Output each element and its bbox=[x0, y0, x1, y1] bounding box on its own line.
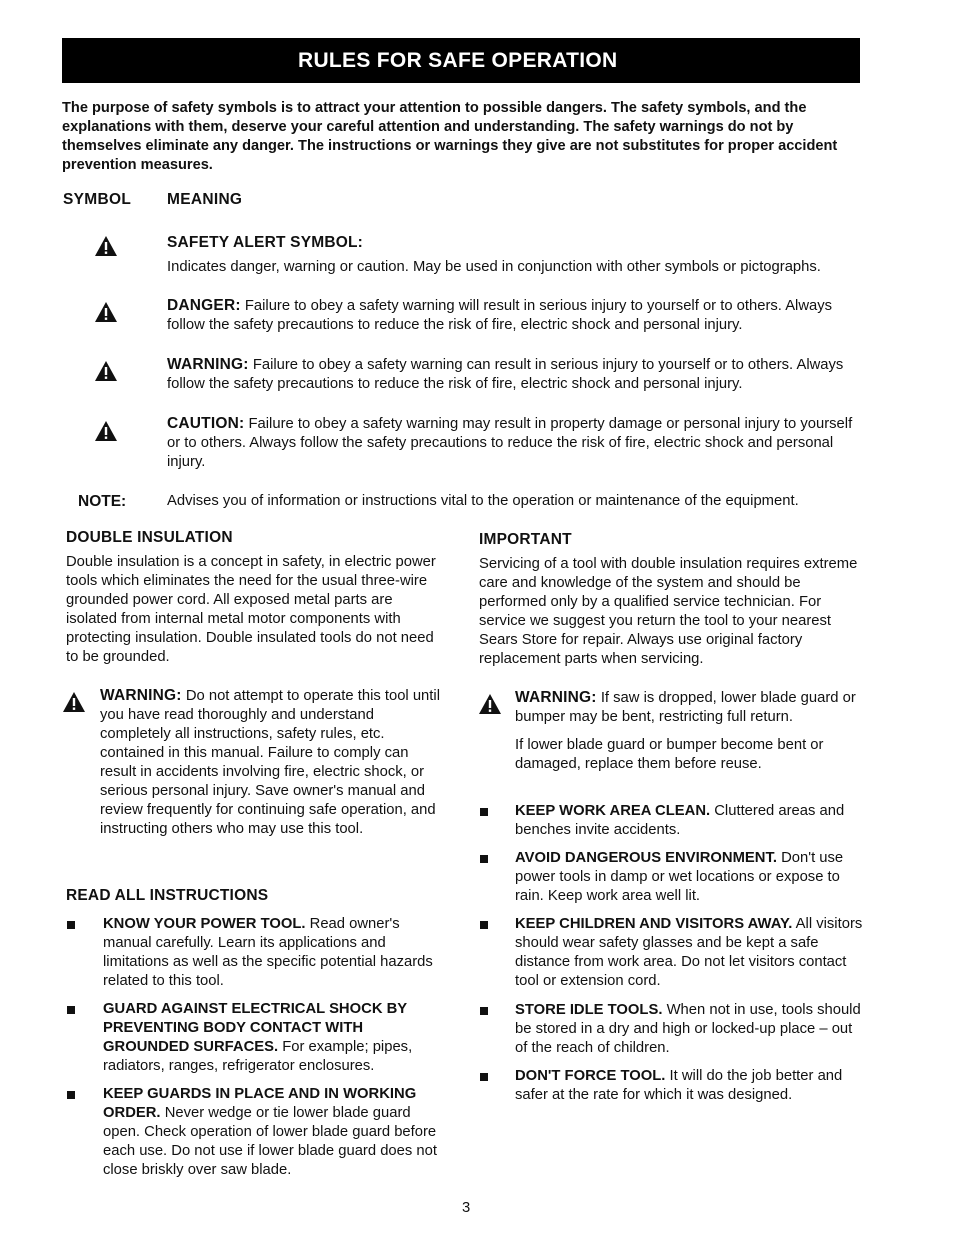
left-warning-block bbox=[63, 686, 448, 839]
bullet-square-icon bbox=[480, 1007, 488, 1015]
warning-text-2: If lower blade guard or bumper become bent or damaged, replace them before reuse. bbox=[515, 737, 824, 772]
symbol-text: Failure to obey a safety warning can result in serious injury to yourself or to others. Always follow the safety precautions to reduce the risk of fire, electric shock and personal injury. bbox=[167, 357, 844, 392]
double-insulation-section bbox=[66, 528, 446, 667]
bullet-bold: KEEP WORK AREA CLEAN. bbox=[515, 803, 711, 819]
bullet-text: Never wedge or tie lower blade guard open. Check operation of lower blade guard before each use. Do not use if lower blade guard does not close briskly over saw blade. bbox=[103, 1105, 437, 1178]
bullet-text: Cluttered areas and benches invite accidents. bbox=[515, 803, 845, 838]
warning-triangle-icon bbox=[63, 692, 85, 712]
page-number: 3 bbox=[462, 1200, 471, 1216]
warning-triangle-icon bbox=[95, 236, 117, 256]
symbol-title: CAUTION: bbox=[167, 415, 245, 432]
section-banner bbox=[62, 38, 860, 83]
intro-paragraph: The purpose of safety symbols is to attract your attention to possible dangers. The safety symbols, and the explanations with them, deserve your careful attention and understanding. The safety warnings do not by themselves eliminate any danger. The instructions or warnings they give are not substitutes for proper accident prevention measures. bbox=[62, 100, 838, 173]
important-section bbox=[479, 530, 864, 669]
symbol-row-danger bbox=[167, 296, 857, 335]
warning-text: If saw is dropped, lower blade guard or bumper may be bent, restricting full return. bbox=[515, 690, 856, 725]
symbol-title: DANGER: bbox=[167, 297, 241, 314]
important-text: Servicing of a tool with double insulation requires extreme care and knowledge of the system and should be performed only by a qualified service technician. For service we suggest you return the tool to your nearest Sears Store for repair. Always use original factory replacement parts when servicing. bbox=[479, 556, 858, 667]
bullet-bold: KNOW YOUR POWER TOOL. bbox=[103, 916, 306, 932]
warning-triangle-icon bbox=[479, 694, 501, 714]
list-item bbox=[66, 915, 451, 991]
note-label: NOTE: bbox=[78, 493, 127, 510]
list-item bbox=[479, 1067, 864, 1105]
bullet-text: It will do the job better and safer at the rate for which it was designed. bbox=[515, 1068, 843, 1103]
bullet-text: All visitors should wear safety glasses and be kept a safe distance from work area. Do not let visitors contact tool or extension cord. bbox=[515, 916, 863, 989]
important-heading: IMPORTANT bbox=[479, 531, 572, 548]
bullet-bold: KEEP GUARDS IN PLACE AND IN WORKING ORDER. bbox=[103, 1086, 417, 1121]
read-all-instructions-heading: READ ALL INSTRUCTIONS bbox=[66, 887, 269, 904]
symbol-text: Indicates danger, warning or caution. May be used in conjunction with other symbols or pictographs. bbox=[167, 259, 821, 275]
warning-triangle-icon bbox=[95, 302, 117, 322]
bullet-text: Don't use power tools in damp or wet locations or expose to rain. Keep work area well lit. bbox=[515, 850, 844, 904]
banner-title: RULES FOR SAFE OPERATION bbox=[298, 49, 618, 72]
bullet-bold: KEEP CHILDREN AND VISITORS AWAY. bbox=[515, 916, 793, 932]
list-item bbox=[479, 915, 864, 991]
bullet-bold: AVOID DANGEROUS ENVIRONMENT. bbox=[515, 850, 777, 866]
list-item bbox=[66, 1000, 451, 1076]
warning-label: WARNING: bbox=[100, 687, 182, 704]
list-item bbox=[479, 1001, 864, 1058]
symbol-row-caution bbox=[167, 414, 857, 472]
bullet-square-icon bbox=[480, 808, 488, 816]
bullet-bold: GUARD AGAINST ELECTRICAL SHOCK BY PREVENTING BODY CONTACT WITH GROUNDED SURFACES. bbox=[103, 1001, 407, 1055]
bullet-bold: STORE IDLE TOOLS. bbox=[515, 1002, 663, 1018]
list-item bbox=[66, 1085, 451, 1180]
symbol-text: Failure to obey a safety warning will result in serious injury to yourself or to others. Always follow the safety precautions to reduce the risk of fire, electric shock and personal injury. bbox=[167, 298, 833, 333]
symbol-title: SAFETY ALERT SYMBOL: bbox=[167, 234, 364, 251]
warning-label: WARNING: bbox=[515, 689, 597, 706]
double-insulation-heading: DOUBLE INSULATION bbox=[66, 529, 233, 546]
list-item bbox=[479, 849, 864, 906]
warning-text: Do not attempt to operate this tool until you have read thoroughly and understand completely all instructions, safety rules, etc. contained in this manual. Failure to comply can result in accidents involving fire, electric shock, or serious personal injury. Save owner's manual and review frequently for continuing safe operation, and instructing others who may use this tool. bbox=[100, 688, 440, 837]
symbol-column-header: SYMBOL bbox=[63, 191, 132, 208]
bullet-square-icon bbox=[480, 855, 488, 863]
bullet-square-icon bbox=[67, 1091, 75, 1099]
right-warning-block bbox=[479, 688, 864, 774]
bullet-text: Read owner's manual carefully. Learn its applications and limitations as well as the specific potential hazards related to this tool. bbox=[103, 916, 433, 989]
symbol-title: WARNING: bbox=[167, 356, 249, 373]
bullet-text: When not in use, tools should be stored in a dry and high or locked-up place – out of the reach of children. bbox=[515, 1002, 861, 1056]
list-item bbox=[479, 802, 864, 840]
bullet-square-icon bbox=[67, 921, 75, 929]
symbol-text: Failure to obey a safety warning may result in property damage or personal injury to yourself or to others. Always follow the safety precautions to reduce the risk of fire, electric shock and personal injury. bbox=[167, 416, 853, 470]
bullet-square-icon bbox=[67, 1006, 75, 1014]
note-text: Advises you of information or instructions vital to the operation or maintenance of the equipment. bbox=[167, 493, 799, 509]
bullet-square-icon bbox=[480, 1073, 488, 1081]
warning-triangle-icon bbox=[95, 421, 117, 441]
bullet-text: For example; pipes, radiators, ranges, refrigerator enclosures. bbox=[103, 1039, 413, 1074]
symbol-row-warning bbox=[167, 355, 857, 394]
warning-triangle-icon bbox=[95, 361, 117, 381]
bullet-bold: DON'T FORCE TOOL. bbox=[515, 1068, 666, 1084]
bullet-square-icon bbox=[480, 921, 488, 929]
meaning-column-header: MEANING bbox=[167, 191, 243, 208]
symbol-row-safety-alert bbox=[167, 233, 857, 277]
double-insulation-text: Double insulation is a concept in safety, in electric power tools which eliminates the need for the usual three-wire grounded power cord. All exposed metal parts are isolated from internal metal motor components with protecting insulation. Double insulated tools do not need to be grounded. bbox=[66, 554, 436, 665]
